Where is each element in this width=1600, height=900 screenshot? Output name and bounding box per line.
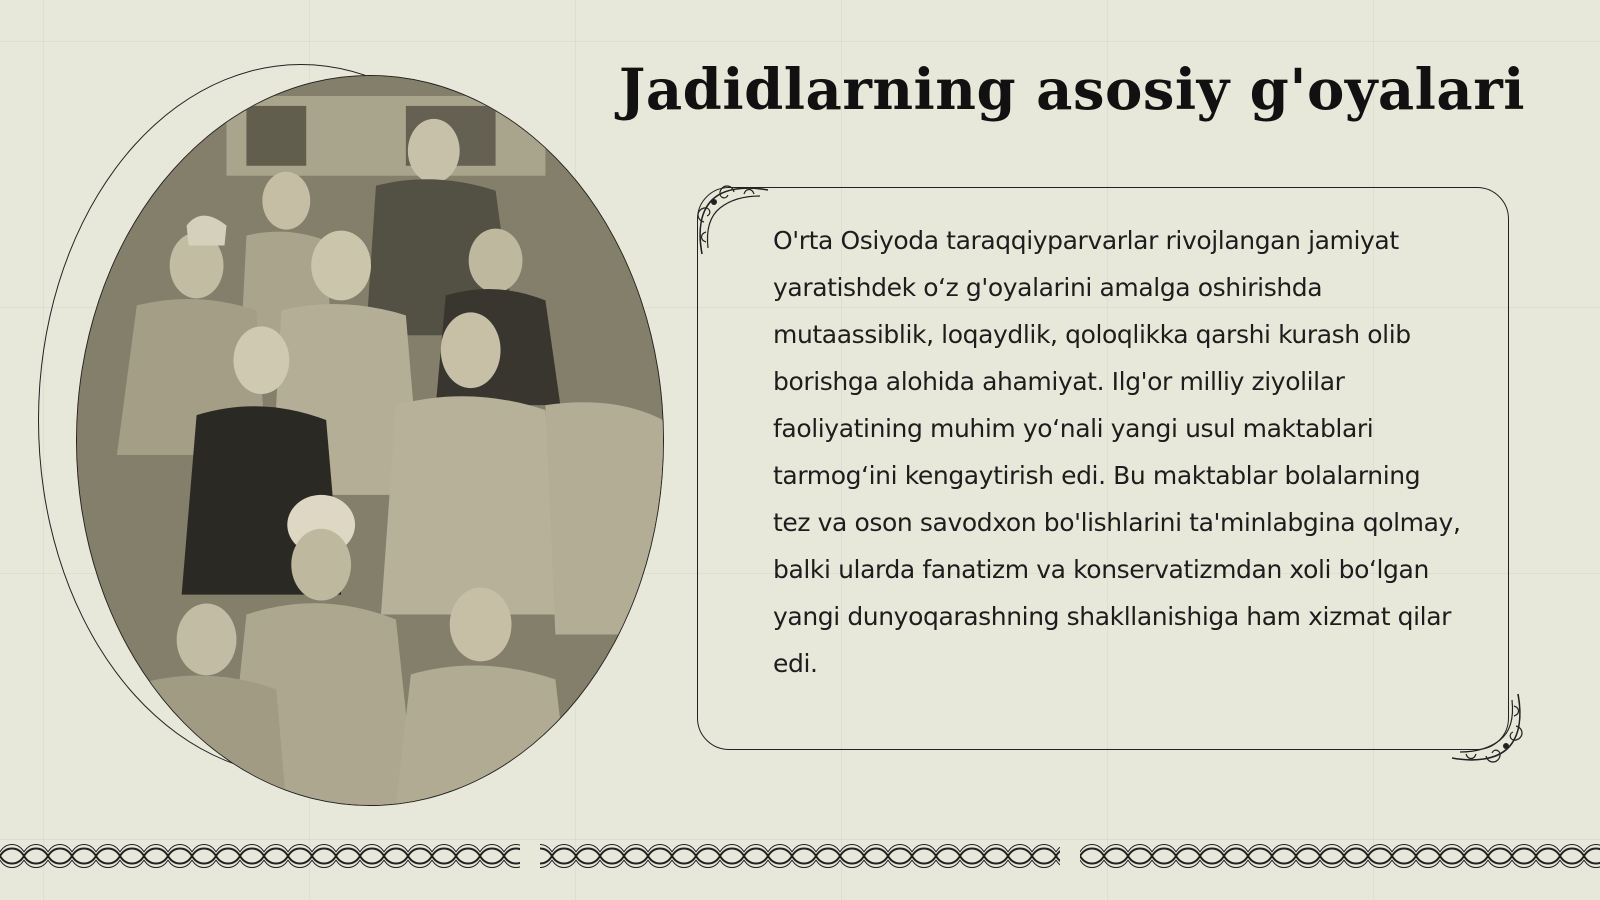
slide-body-text: O'rta Osiyoda taraqqiyparvarlar rivojlangan jamiyat yaratishdek o‘z g'oyalarini amalga oshirishda mutaassiblik, loqaydlik, qoloqlikka qarshi kurash olib borishga alohida ahamiyat. Ilg'or milliy ziyolilar faoliyatining muhim yo‘nali yangi usul maktablari tarmog‘ini kengaytirish edi. Bu maktablar bolalarning tez va oson savodxon bo'lishlarini ta'minlabgina qolmay, balki ularda fanatizm va konservatizmdan xoli bo‘lgan yangi dunyoqarashning shakllanishiga ham xizmat qilar edi. — [773, 226, 1461, 678]
ornamental-border-strip — [0, 843, 1600, 869]
corner-flourish-icon — [694, 182, 774, 262]
group-portrait-photo — [76, 75, 664, 806]
slide-title: Jadidlarning asosiy g'oyalari — [618, 57, 1525, 123]
photo-illustration — [77, 76, 663, 805]
corner-flourish-icon — [1446, 686, 1526, 766]
